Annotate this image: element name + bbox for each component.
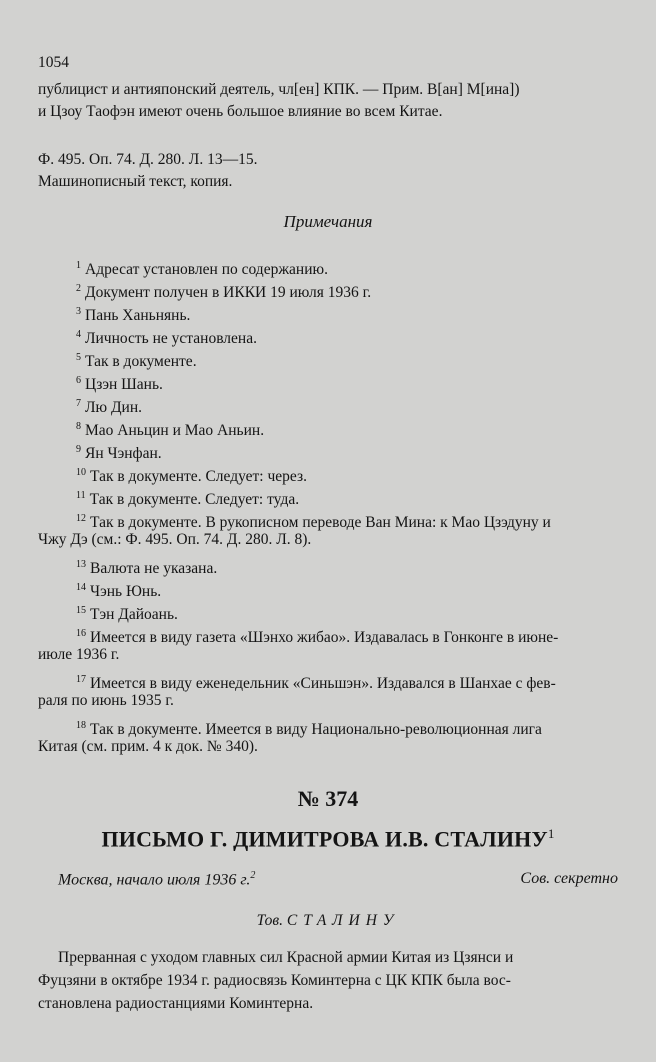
body-line: Прерванная с уходом главных сил Красной армии Китая из Цзянси и <box>58 949 514 966</box>
note-text: Имеется в виду газета «Шэнхо жибао». Издавалась в Гонконге в июне- <box>90 629 559 647</box>
note-item <box>38 486 634 509</box>
note-item <box>38 509 634 532</box>
note-item <box>38 394 634 417</box>
intro-line: и Цзоу Таофэн имеют очень большое влияние во всем Китае. <box>38 103 443 120</box>
note-number: 16 <box>76 628 86 639</box>
document-title-text: ПИСЬМО Г. ДИМИТРОВА И.В. СТАЛИНУ <box>101 826 548 852</box>
note-number: 10 <box>76 467 86 478</box>
note-item <box>38 670 634 693</box>
note-number: 5 <box>76 352 81 363</box>
note-text: Так в документе. <box>85 353 197 371</box>
document-title <box>0 826 656 852</box>
note-number: 18 <box>76 720 86 731</box>
note-item <box>38 624 634 647</box>
note-item <box>38 716 634 739</box>
note-text: Так в документе. В рукописном переводе Ван Мина: к Мао Цзэдуну и <box>90 514 551 532</box>
note-item <box>38 371 634 394</box>
note-number: 7 <box>76 398 81 409</box>
note-item <box>38 463 634 486</box>
body-line: Фуцзяни в октябре 1934 г. радиосвязь Коминтерна с ЦК КПК была вос- <box>38 972 511 989</box>
place-date-note: 2 <box>250 870 256 881</box>
place-date-text: Москва, начало июля 1936 г. <box>58 871 251 889</box>
note-text: Ян Чэнфан. <box>85 445 162 463</box>
note-text: Пань Ханьнянь. <box>85 307 191 325</box>
note-text: Так в документе. Следует: туда. <box>89 491 300 509</box>
note-number: 3 <box>76 306 81 317</box>
note-item <box>38 302 634 325</box>
note-number: 1 <box>76 260 81 271</box>
note-number: 6 <box>76 375 81 386</box>
note-continuation: Китая (см. прим. 4 к док. № 340). <box>38 738 258 755</box>
note-item <box>38 279 634 302</box>
note-number: 4 <box>76 329 81 340</box>
note-item <box>38 601 634 624</box>
note-number: 2 <box>76 283 81 294</box>
classification-stamp: Сов. секретно <box>520 870 618 887</box>
note-continuation: июле 1936 г. <box>38 646 120 663</box>
note-item <box>38 440 634 463</box>
page-number: 1054 <box>38 54 69 71</box>
note-item <box>38 417 634 440</box>
note-text: Цзэн Шань. <box>85 376 163 394</box>
note-text: Чэнь Юнь. <box>90 583 162 601</box>
note-text: Тэн Дайоань. <box>90 606 178 624</box>
note-number: 15 <box>76 605 86 616</box>
note-text: Документ получен в ИККИ 19 июля 1936 г. <box>85 284 372 302</box>
note-text: Так в документе. Следует: через. <box>90 468 307 486</box>
document-type: Машинописный текст, копия. <box>38 173 233 190</box>
place-date <box>58 870 255 889</box>
document-title-note: 1 <box>547 826 555 841</box>
addressee-prefix: Тов. <box>256 912 284 929</box>
note-text: Имеется в виду еженедельник «Синьшэн». Издавался в Шанхае с фев- <box>90 675 556 693</box>
note-number: 12 <box>76 513 86 524</box>
notes-heading: Примечания <box>283 212 373 231</box>
note-text: Так в документе. Имеется в виду Национально-революционная лига <box>90 721 542 739</box>
note-text: Мао Аньцин и Мао Аньин. <box>85 422 265 440</box>
note-number: 8 <box>76 421 81 432</box>
note-item <box>38 578 634 601</box>
note-text: Валюта не указана. <box>90 560 218 578</box>
note-item <box>38 256 634 279</box>
note-item <box>38 325 634 348</box>
document-number: № 374 <box>297 786 359 811</box>
note-number: 9 <box>76 444 81 455</box>
intro-line: публицист и антияпонский деятель, чл[ен] КПК. — Прим. В[ан] М[ина]) <box>38 81 520 98</box>
note-item <box>38 555 634 578</box>
note-item <box>38 348 634 371</box>
addressee <box>0 912 656 930</box>
note-number: 11 <box>76 490 86 501</box>
note-text: Личность не установлена. <box>85 330 257 348</box>
note-continuation: Чжу Дэ (см.: Ф. 495. Оп. 74. Д. 280. Л. 8). <box>38 531 312 548</box>
note-text: Лю Дин. <box>85 399 143 417</box>
archive-reference: Ф. 495. Оп. 74. Д. 280. Л. 13—15. <box>38 151 258 168</box>
note-text: Адресат установлен по содержанию. <box>85 261 328 279</box>
body-line: становлена радиостанциями Коминтерна. <box>38 995 314 1012</box>
addressee-name: СТАЛИНУ <box>286 912 400 929</box>
note-number: 13 <box>76 559 86 570</box>
note-continuation: раля по июнь 1935 г. <box>38 692 174 709</box>
note-number: 14 <box>76 582 86 593</box>
note-number: 17 <box>76 674 86 685</box>
